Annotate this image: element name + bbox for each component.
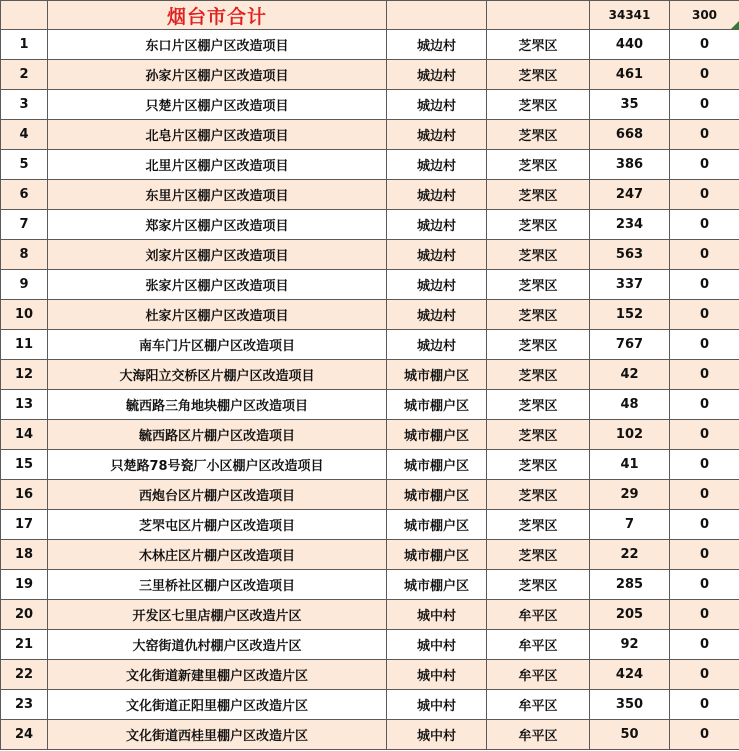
project-type-cell: 城中村 (387, 720, 487, 750)
table-row (1, 30, 739, 60)
district-cell: 芝罘区 (487, 330, 590, 360)
row-number-cell: 23 (1, 690, 48, 720)
other-count-cell: 0 (670, 630, 739, 660)
project-type-cell: 城中村 (387, 630, 487, 660)
table-row (1, 420, 739, 450)
district-cell: 牟平区 (487, 690, 590, 720)
district-cell: 芝罘区 (487, 120, 590, 150)
row-number-cell: 24 (1, 720, 48, 750)
district-cell: 芝罘区 (487, 390, 590, 420)
district-cell: 芝罘区 (487, 90, 590, 120)
other-count-cell: 0 (670, 90, 739, 120)
project-name-cell: 大海阳立交桥区片棚户区改造项目 (48, 360, 387, 390)
households-cell: 41 (590, 450, 670, 480)
project-type-cell: 城边村 (387, 270, 487, 300)
other-count-cell: 0 (670, 120, 739, 150)
table-row (1, 720, 739, 750)
header-no-cell (1, 1, 48, 30)
table-row (1, 600, 739, 630)
project-name-cell: 郑家片区棚户区改造项目 (48, 210, 387, 240)
other-count-cell: 0 (670, 270, 739, 300)
row-number-cell: 3 (1, 90, 48, 120)
district-cell: 芝罘区 (487, 300, 590, 330)
row-number-cell: 18 (1, 540, 48, 570)
households-cell: 48 (590, 390, 670, 420)
project-type-cell: 城市棚户区 (387, 540, 487, 570)
households-cell: 50 (590, 720, 670, 750)
district-cell: 芝罘区 (487, 420, 590, 450)
total-households: 34341 (590, 1, 670, 30)
row-number-cell: 11 (1, 330, 48, 360)
summary-row (1, 1, 739, 30)
other-count-cell: 0 (670, 720, 739, 750)
project-name-cell: 三里桥社区棚户区改造项目 (48, 570, 387, 600)
district-cell: 芝罘区 (487, 540, 590, 570)
other-count-cell: 0 (670, 540, 739, 570)
project-type-cell: 城市棚户区 (387, 480, 487, 510)
households-cell: 247 (590, 180, 670, 210)
households-cell: 152 (590, 300, 670, 330)
other-count-cell: 0 (670, 660, 739, 690)
project-type-cell: 城市棚户区 (387, 390, 487, 420)
table-row (1, 90, 739, 120)
project-name-cell: 北皂片区棚户区改造项目 (48, 120, 387, 150)
table-row (1, 240, 739, 270)
row-number-cell: 20 (1, 600, 48, 630)
table-row (1, 120, 739, 150)
other-count-cell: 0 (670, 450, 739, 480)
project-name-cell: 文化街道新建里棚户区改造片区 (48, 660, 387, 690)
project-type-cell: 城边村 (387, 300, 487, 330)
households-cell: 35 (590, 90, 670, 120)
district-cell: 芝罘区 (487, 510, 590, 540)
project-type-cell: 城市棚户区 (387, 510, 487, 540)
table-row (1, 660, 739, 690)
row-number-cell: 21 (1, 630, 48, 660)
project-name-cell: 张家片区棚户区改造项目 (48, 270, 387, 300)
other-count-cell: 0 (670, 480, 739, 510)
project-name-cell: 孙家片区棚户区改造项目 (48, 60, 387, 90)
row-number-cell: 12 (1, 360, 48, 390)
project-name-cell: 西炮台区片棚户区改造项目 (48, 480, 387, 510)
project-type-cell: 城边村 (387, 240, 487, 270)
project-name-cell: 木林庄区片棚户区改造项目 (48, 540, 387, 570)
households-cell: 92 (590, 630, 670, 660)
project-type-cell: 城市棚户区 (387, 450, 487, 480)
row-number-cell: 8 (1, 240, 48, 270)
project-name-cell: 东口片区棚户区改造项目 (48, 30, 387, 60)
city-total-title: 烟台市合计 (48, 1, 387, 30)
table-row (1, 510, 739, 540)
other-count-cell: 0 (670, 600, 739, 630)
project-name-cell: 只楚片区棚户区改造项目 (48, 90, 387, 120)
table-row (1, 300, 739, 330)
project-name-cell: 文化街道正阳里棚户区改造片区 (48, 690, 387, 720)
households-cell: 767 (590, 330, 670, 360)
other-count-cell: 0 (670, 210, 739, 240)
other-count-cell: 0 (670, 30, 739, 60)
households-cell: 29 (590, 480, 670, 510)
project-type-cell: 城边村 (387, 90, 487, 120)
row-number-cell: 7 (1, 210, 48, 240)
households-cell: 668 (590, 120, 670, 150)
district-cell: 芝罘区 (487, 240, 590, 270)
row-number-cell: 13 (1, 390, 48, 420)
households-cell: 461 (590, 60, 670, 90)
households-cell: 350 (590, 690, 670, 720)
district-cell: 芝罘区 (487, 150, 590, 180)
project-name-cell: 东里片区棚户区改造项目 (48, 180, 387, 210)
table-row (1, 480, 739, 510)
row-number-cell: 4 (1, 120, 48, 150)
district-cell: 牟平区 (487, 600, 590, 630)
district-cell: 芝罘区 (487, 60, 590, 90)
other-count-cell: 0 (670, 510, 739, 540)
households-cell: 386 (590, 150, 670, 180)
households-cell: 42 (590, 360, 670, 390)
households-cell: 7 (590, 510, 670, 540)
table-row (1, 540, 739, 570)
table-row (1, 450, 739, 480)
district-cell: 芝罘区 (487, 210, 590, 240)
project-name-cell: 刘家片区棚户区改造项目 (48, 240, 387, 270)
project-type-cell: 城市棚户区 (387, 420, 487, 450)
row-number-cell: 5 (1, 150, 48, 180)
households-cell: 234 (590, 210, 670, 240)
households-cell: 563 (590, 240, 670, 270)
households-cell: 205 (590, 600, 670, 630)
row-number-cell: 10 (1, 300, 48, 330)
project-type-cell: 城边村 (387, 180, 487, 210)
other-count-cell: 0 (670, 150, 739, 180)
other-count-cell: 0 (670, 360, 739, 390)
project-type-cell: 城中村 (387, 660, 487, 690)
project-name-cell: 开发区七里店棚户区改造片区 (48, 600, 387, 630)
other-count-cell: 0 (670, 390, 739, 420)
row-number-cell: 17 (1, 510, 48, 540)
total-other-value: 300 (691, 8, 718, 22)
table-row (1, 630, 739, 660)
row-number-cell: 22 (1, 660, 48, 690)
row-number-cell: 14 (1, 420, 48, 450)
households-cell: 102 (590, 420, 670, 450)
households-cell: 22 (590, 540, 670, 570)
project-name-cell: 杜家片区棚户区改造项目 (48, 300, 387, 330)
other-count-cell: 0 (670, 180, 739, 210)
district-cell: 牟平区 (487, 720, 590, 750)
project-type-cell: 城边村 (387, 330, 487, 360)
table-row (1, 270, 739, 300)
table-row (1, 210, 739, 240)
project-type-cell: 城中村 (387, 600, 487, 630)
project-name-cell: 南车门片区棚户区改造项目 (48, 330, 387, 360)
table-row (1, 690, 739, 720)
row-number-cell: 9 (1, 270, 48, 300)
district-cell: 芝罘区 (487, 480, 590, 510)
table-row (1, 180, 739, 210)
table-row (1, 570, 739, 600)
cell-comment-marker (731, 21, 739, 29)
other-count-cell: 0 (670, 60, 739, 90)
district-cell: 芝罘区 (487, 30, 590, 60)
project-type-cell: 城边村 (387, 150, 487, 180)
header-type-cell (387, 1, 487, 30)
project-type-cell: 城边村 (387, 210, 487, 240)
row-number-cell: 1 (1, 30, 48, 60)
district-cell: 芝罘区 (487, 180, 590, 210)
project-name-cell: 毓西路三角地块棚户区改造项目 (48, 390, 387, 420)
row-number-cell: 6 (1, 180, 48, 210)
table-row (1, 360, 739, 390)
district-cell: 牟平区 (487, 660, 590, 690)
district-cell: 芝罘区 (487, 360, 590, 390)
project-name-cell: 毓西路区片棚户区改造项目 (48, 420, 387, 450)
project-type-cell: 城边村 (387, 120, 487, 150)
project-type-cell: 城中村 (387, 690, 487, 720)
table-row (1, 60, 739, 90)
district-cell: 芝罘区 (487, 450, 590, 480)
header-district-cell (487, 1, 590, 30)
households-cell: 440 (590, 30, 670, 60)
project-name-cell: 北里片区棚户区改造项目 (48, 150, 387, 180)
project-type-cell: 城市棚户区 (387, 360, 487, 390)
project-name-cell: 只楚路78号瓷厂小区棚户区改造项目 (48, 450, 387, 480)
district-cell: 芝罘区 (487, 570, 590, 600)
households-cell: 337 (590, 270, 670, 300)
other-count-cell: 0 (670, 300, 739, 330)
other-count-cell: 0 (670, 690, 739, 720)
other-count-cell: 0 (670, 330, 739, 360)
total-other (670, 1, 739, 30)
project-type-cell: 城边村 (387, 30, 487, 60)
other-count-cell: 0 (670, 570, 739, 600)
table-row (1, 150, 739, 180)
district-cell: 芝罘区 (487, 270, 590, 300)
row-number-cell: 19 (1, 570, 48, 600)
project-type-cell: 城边村 (387, 60, 487, 90)
project-name-cell: 文化街道西桂里棚户区改造片区 (48, 720, 387, 750)
other-count-cell: 0 (670, 420, 739, 450)
project-name-cell: 大窑街道仇村棚户区改造片区 (48, 630, 387, 660)
households-cell: 285 (590, 570, 670, 600)
project-name-cell: 芝罘屯区片棚户区改造项目 (48, 510, 387, 540)
table-row (1, 390, 739, 420)
district-cell: 牟平区 (487, 630, 590, 660)
row-number-cell: 2 (1, 60, 48, 90)
row-number-cell: 15 (1, 450, 48, 480)
table-row (1, 330, 739, 360)
other-count-cell: 0 (670, 240, 739, 270)
project-type-cell: 城市棚户区 (387, 570, 487, 600)
row-number-cell: 16 (1, 480, 48, 510)
households-cell: 424 (590, 660, 670, 690)
